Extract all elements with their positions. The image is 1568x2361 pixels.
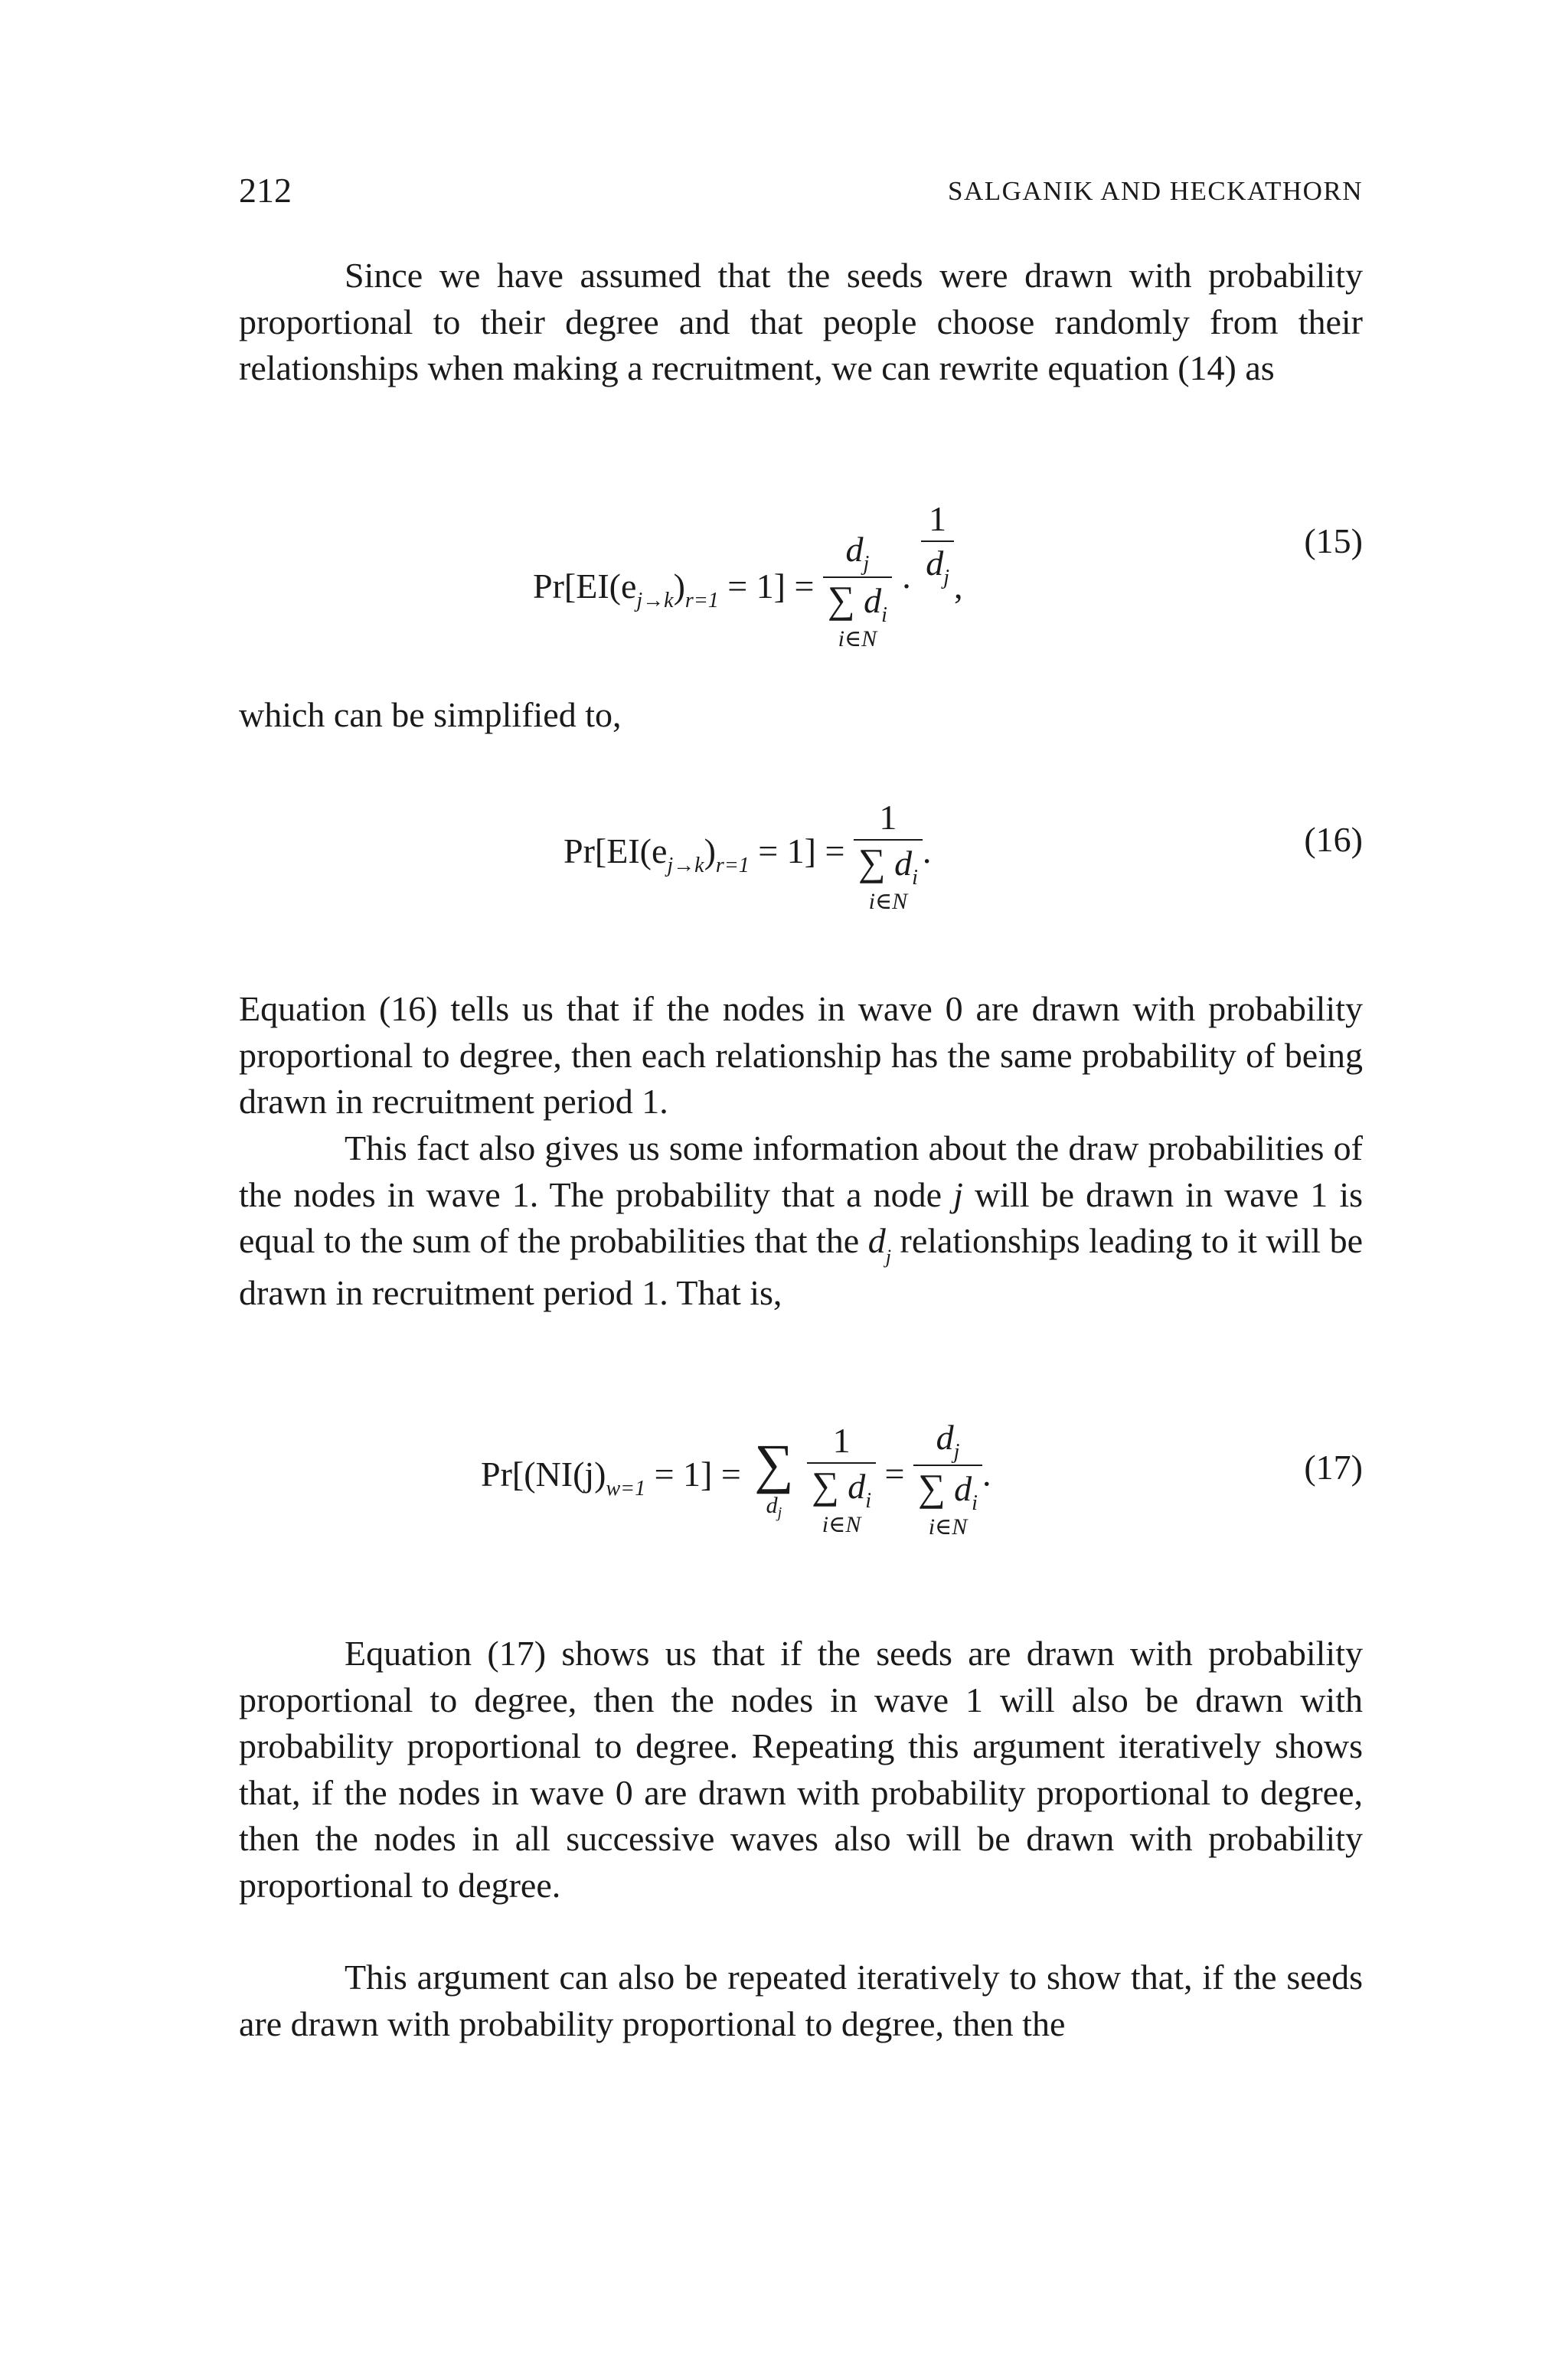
equation-15-body: $Pr[EI(e_{j\to k})_{r=1} = 1]$ = $d_j$ ∑ $d_i$ i∈N · $\frac{1}{d_j}$ ,	[533, 499, 963, 652]
equation-16-number: (16)	[1304, 820, 1363, 859]
page-number: 212	[239, 171, 292, 210]
page-header	[239, 170, 1363, 216]
eq15-fraction-1: $d_j$ ∑ $d_i$ i∈N	[823, 528, 892, 651]
eq15-lhs: $Pr[EI(e_{j\to k})_{r=1} = 1]$ =	[533, 567, 815, 612]
eq17-lhs: $Pr[(NI(j)_{w=1} = 1]$ =	[481, 1454, 741, 1501]
equation-15-number: (15)	[1304, 521, 1363, 560]
equation-17-body: $Pr[(NI(j)_{w=1} = 1]$ = ∑ $d_j$ 1 ∑ $d_i$ i∈N = $d_j$ ∑ $d_i$ i∈N .	[481, 1418, 991, 1540]
paragraph-3: Equation (16) tells us that if the nodes in wave 0 are drawn with probability proportional to degree, then each relationship has the same probability of being drawn in recruitment period 1.	[239, 989, 1363, 1121]
equation-16	[239, 796, 1363, 926]
eq17-fraction-2: $d_j$ ∑ $d_i$ i∈N	[913, 1416, 982, 1539]
eq17-fraction-1: 1 ∑ $d_i$ i∈N	[807, 1419, 876, 1536]
equation-16-body: $Pr[EI(e_{j\to k})_{r=1} = 1]$ = 1 ∑ $d_i$ i∈N .	[564, 798, 932, 914]
equation-15	[239, 498, 1363, 652]
equation-17	[239, 1416, 1363, 1554]
running-head: SALGANIK AND HECKATHORN	[948, 176, 1363, 206]
paragraph-2: which can be simplified to,	[239, 695, 622, 734]
paragraph-6: This argument can also be repeated iteratively to show that, if the seeds are drawn with probability proportional to degree, then the	[239, 1958, 1363, 2043]
equation-17-number: (17)	[1304, 1448, 1363, 1487]
eq16-fraction: 1 ∑ $d_i$ i∈N	[854, 796, 923, 913]
paragraph-1: Since we have assumed that the seeds were drawn with probability proportional to their degree and that people choose randomly from their relationships when making a recruitment, we can rewrite equation (14) as	[239, 256, 1363, 387]
eq15-fraction-2: $\frac{1}{d_j}$	[921, 498, 954, 590]
eq17-sum: ∑ $d_j$	[754, 1432, 794, 1521]
paragraph-4: This fact also gives us some information about the draw probabilities of the nodes in wave 1. The probability that a node j will be drawn in wave 1 is equal to the sum of the probabilities that the $d_j$ relationships leading to it will be drawn in recruitment period 1. That is,	[239, 1128, 1363, 1312]
paragraph-5: Equation (17) shows us that if the seeds are drawn with probability proportional to degree, then the nodes in wave 1 will also be drawn with probability proportional to degree. Repeating this argument iteratively shows that, if the nodes in wave 0 are drawn with probability proportional to degree, then the nodes in all successive waves also will be drawn with probability proportional to degree.	[239, 1634, 1363, 1905]
eq16-lhs: $Pr[EI(e_{j\to k})_{r=1} = 1]$ =	[564, 831, 845, 878]
